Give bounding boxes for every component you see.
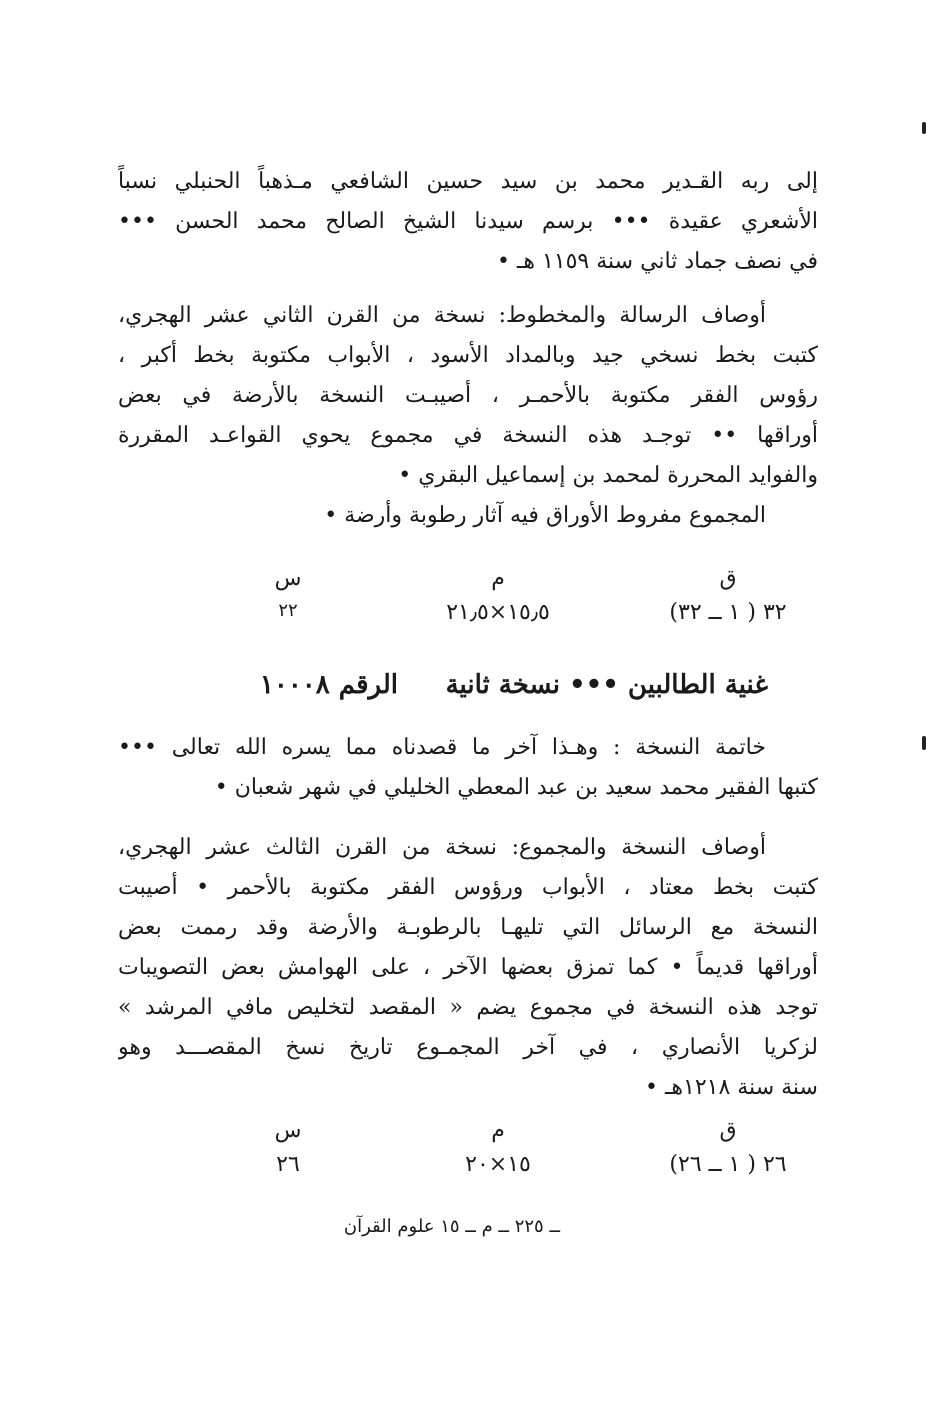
text-line: النسخة مع الرسائل التي تليهـا بالرطوبـة والأرضة وقد رممت بعض [118,915,818,940]
text-line: رؤوس الفقر مكتوبة بالأحمـر ، أصيبـت النسخة بالأرضة في بعض [118,383,818,408]
scan-mark [922,122,926,134]
stat-value-pages: ٣٢ ( ١ ــ ٣٢) [669,600,787,625]
text-line: سنة سنة ١٢١٨هـ • [644,1075,818,1100]
catalog-number: الرقم ١٠٠٠٨ [259,670,398,700]
text-line: أوصاف الرسالة والمخطوط: نسخة من القرن الثاني عشر الهجري، [118,303,766,328]
text-line: لزكريا الأنصاري ، في آخر المجمـوع تاريخ نسخ المقصـــد وهو [118,1035,818,1060]
paragraph-colophon-second [118,728,818,808]
text-line: توجد هذه النسخة في مجموع يضم « المقصد لتخليص مافي المرشد » [118,995,818,1020]
section-title: غنية الطالبين ••• نسخة ثانية [445,670,768,700]
text-line: والفوايد المحررة لمحمد بن إسماعيل البقري • [398,463,818,488]
text-line: كتبت بخط معتاد ، الأبواب ورؤوس الفقر مكتوبة بالأحمر • أصيبت [118,875,818,900]
stat-value-size: ١٥٫٥×٢١٫٥ [446,600,550,625]
paragraph-colophon-first [118,162,818,282]
stat-header-pages: ق [719,1118,737,1143]
stat-header-lines: س [274,566,302,591]
text-line: أوراقها قديماً • كما تمزق بعضها الآخر ، على الهوامش بعض التصويبات [118,955,818,980]
text-line: إلى ربه القـدير محمد بن سيد حسين الشافعي مـذهباً الحنبلي نسباً [118,169,818,194]
paragraph-manuscript-description [118,296,818,536]
text-line: كتبت بخط نسخي جيد وبالمداد الأسود ، الأبواب مكتوبة بخط أكبر ، [118,343,818,368]
stat-value-lines: ٢٦ [276,1152,300,1177]
stat-value-pages: ٢٦ ( ١ ــ ٢٦) [669,1152,787,1177]
text-line: خاتمة النسخة : وهـذا آخر ما قصدناه مما يسره الله تعالى ••• [118,735,766,760]
stat-header-size: م [491,1118,505,1143]
stat-header-pages: ق [719,566,737,591]
manuscript-stats-first [118,566,818,636]
manuscript-stats-second [118,1118,818,1188]
stat-header-size: م [491,566,505,591]
text-line: أوراقها •• توجـد هذه النسخة في مجموع يحوي القواعـد المقررة [118,423,818,448]
stat-header-lines: س [274,1118,302,1143]
text-line: في نصف جماد ثاني سنة ١١٥٩ هـ • [496,249,818,274]
text-line: الأشعري عقيدة ••• برسم سيدنا الشيخ الصالح محمد الحسن ••• [118,209,818,234]
text-line: كتبها الفقير محمد سعيد بن عبد المعطي الخليلي في شهر شعبان • [214,775,818,800]
text-line: أوصاف النسخة والمجموع: نسخة من القرن الثالث عشر الهجري، [118,835,766,860]
paragraph-copy-description [118,828,818,1108]
section-heading [118,660,818,710]
page-footer: ــ ٢٢٥ ــ م ــ ١٥ علوم القرآن [343,1216,560,1237]
text-line: المجموع مفروط الأوراق فيه آثار رطوبة وأرضة • [324,503,766,528]
stat-value-lines: ٢٢ [278,600,298,621]
scan-mark [922,736,926,750]
stat-value-size: ١٥×٢٠ [465,1152,531,1177]
